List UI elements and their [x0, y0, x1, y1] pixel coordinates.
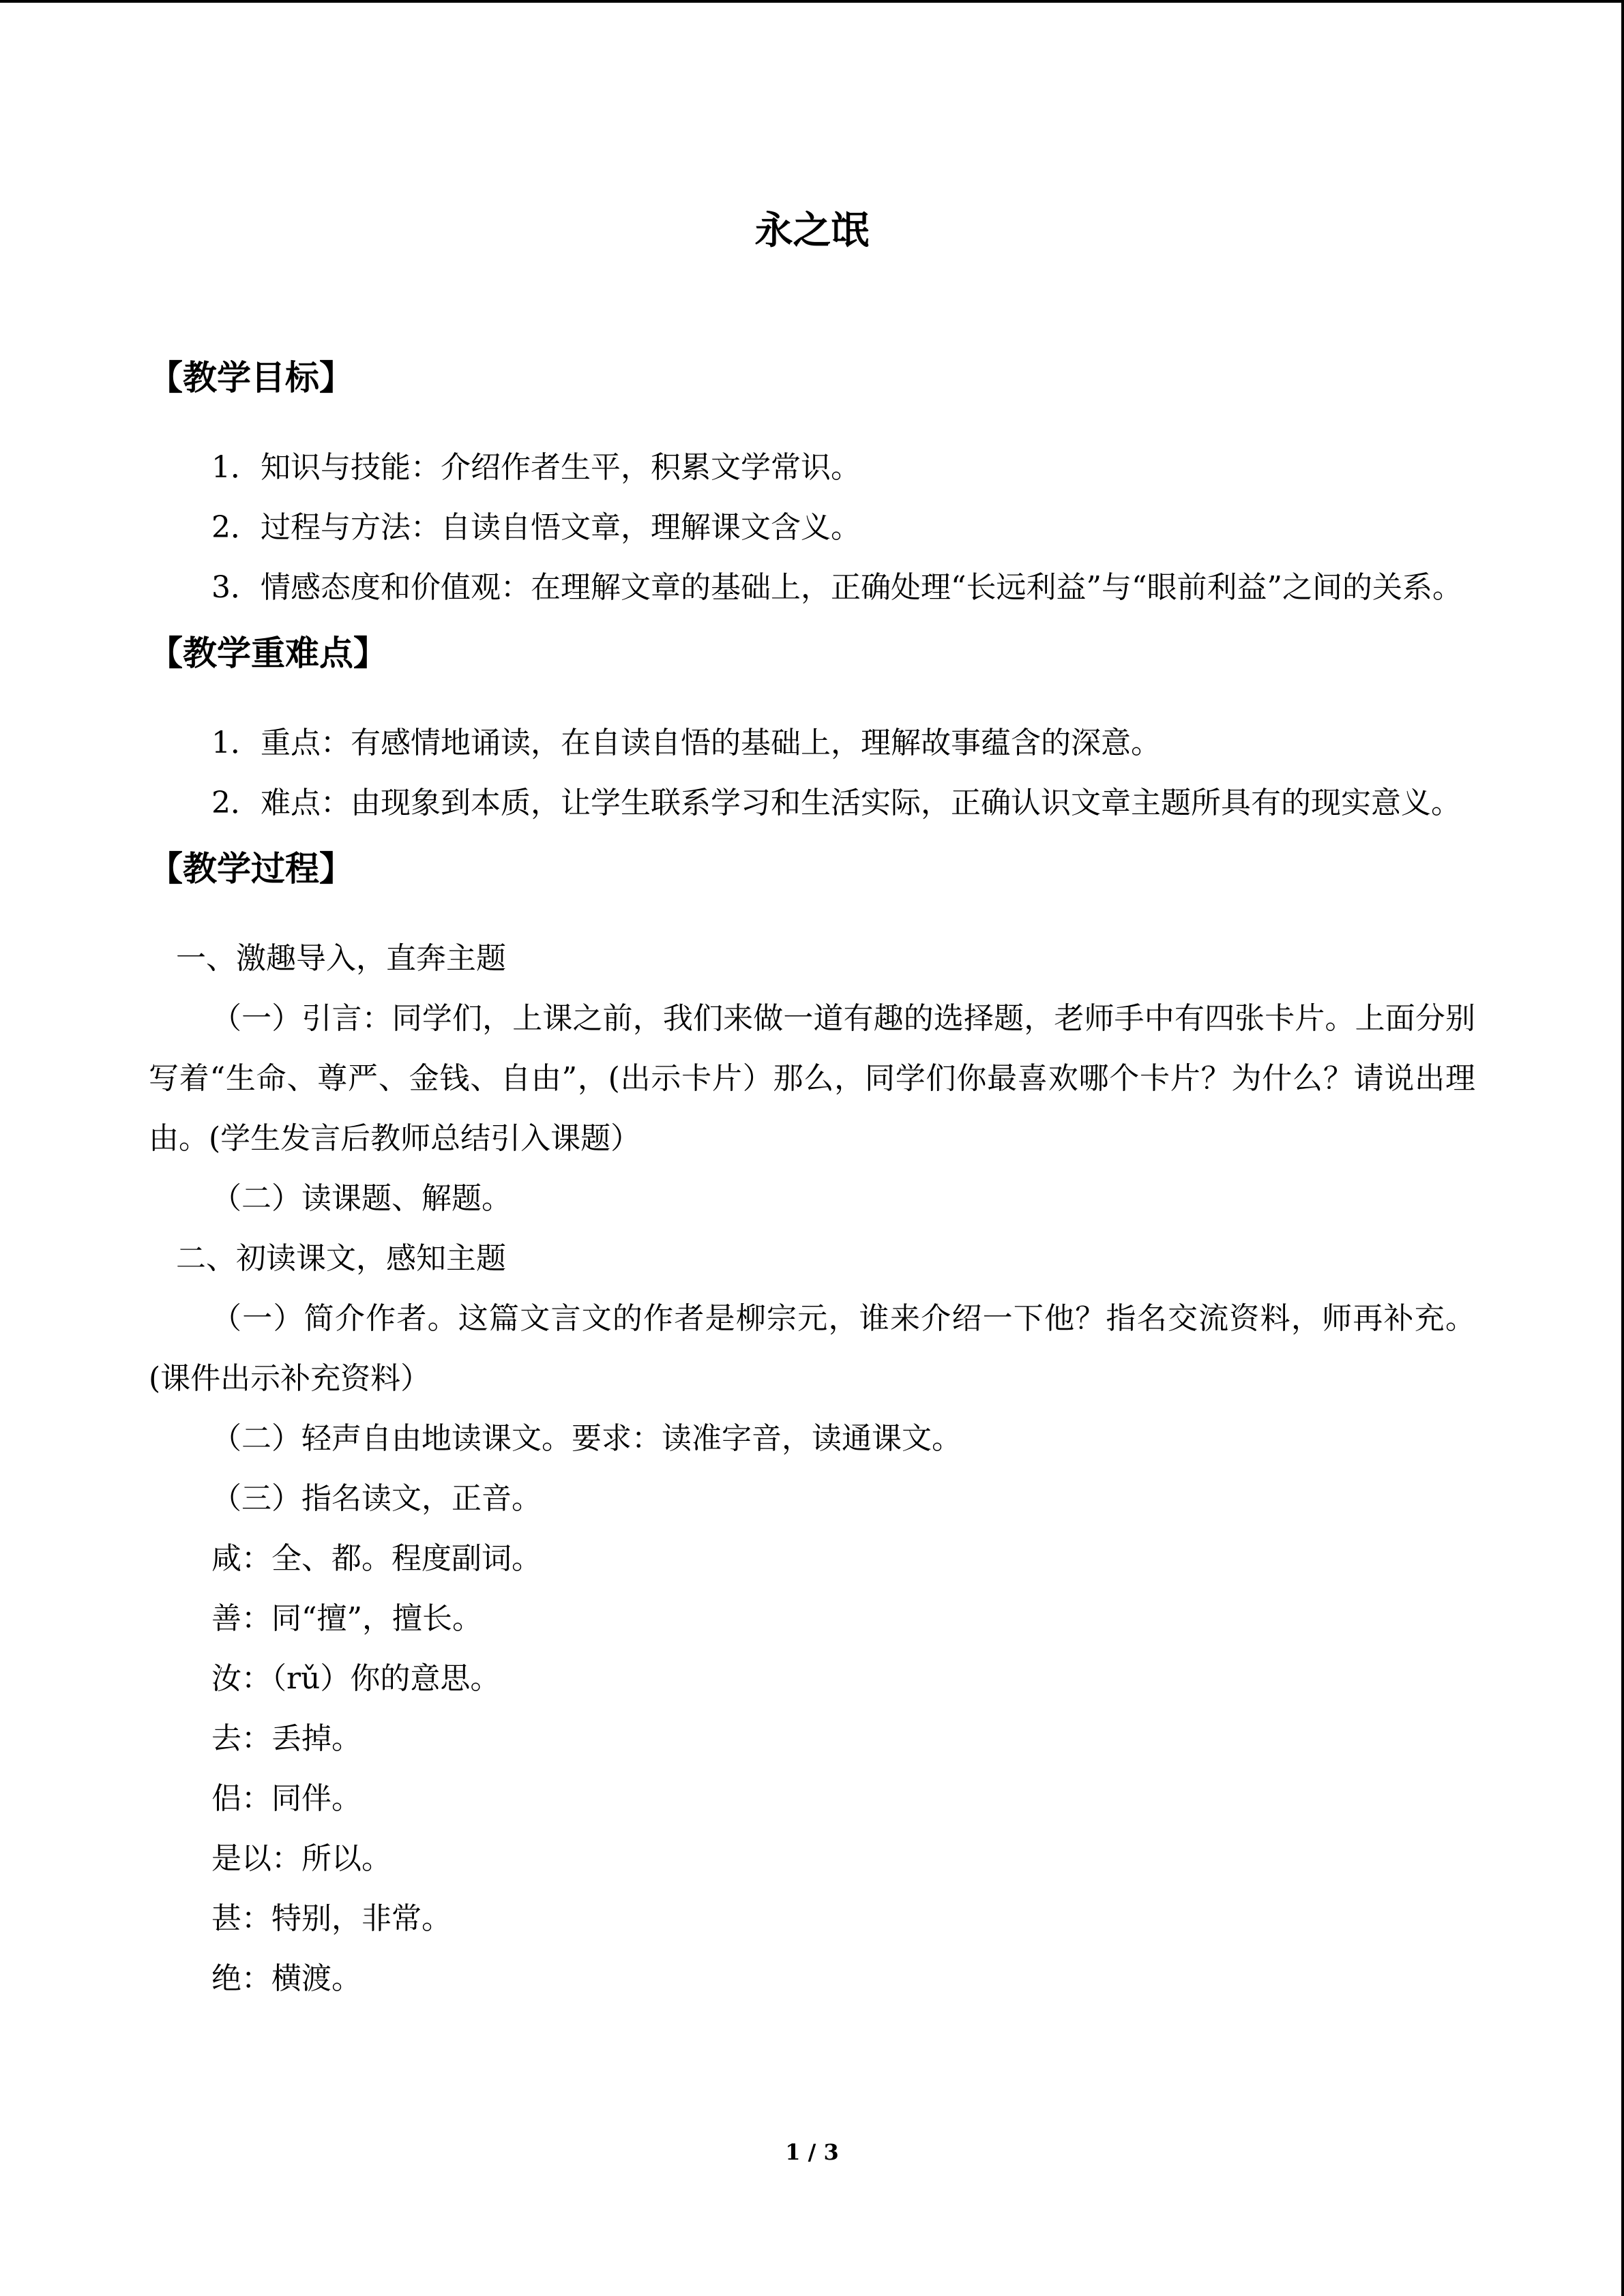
document-title: 永之氓: [754, 209, 870, 253]
vocab-item: 侣：同伴。: [211, 1781, 361, 1816]
process-part2-item-1: （一）简介作者。这篇文言文的作者是柳宗元，谁来介绍一下他？指名交流资料，师再补充。(课件出示补充资料）: [149, 1301, 1475, 1396]
heading-key-points: 【教学重难点】: [149, 633, 387, 673]
objective-item-2: 2．过程与方法：自读自悟文章，理解课文含义。: [211, 510, 861, 545]
key-point-item-1: 1．重点：有感情地诵读，在自读自悟的基础上，理解故事蕴含的深意。: [211, 726, 1161, 760]
heading-objectives: 【教学目标】: [149, 358, 353, 398]
vocab-item: 绝：横渡。: [211, 1961, 361, 1996]
objective-item-3: 3．情感态度和价值观：在理解文章的基础上，正确处理“长远利益”与“眼前利益”之间的关系。: [211, 570, 1462, 605]
process-part2-item-3: （三）指名读文，正音。: [211, 1481, 542, 1516]
heading-process: 【教学过程】: [149, 849, 353, 889]
key-point-item-2: 2．难点：由现象到本质，让学生联系学习和生活实际，正确认识文章主题所具有的现实意义。: [211, 786, 1461, 820]
vocab-item: 善：同“擅”，擅长。: [211, 1601, 482, 1636]
vocab-item: 去：丢掉。: [211, 1721, 361, 1756]
process-part2-item-2: （二）轻声自由地读课文。要求：读准字音，读通课文。: [211, 1421, 962, 1456]
page-number: 1 / 3: [785, 2139, 839, 2165]
document-body: [149, 344, 1475, 2009]
objective-item-1: 1．知识与技能：介绍作者生平，积累文学常识。: [211, 450, 861, 485]
process-part2-title: 二、初读课文，感知主题: [176, 1241, 506, 1276]
vocab-item: 是以：所以。: [211, 1841, 392, 1876]
vocab-item: 咸：全、都。程度副词。: [211, 1541, 542, 1576]
process-part1-item-2: （二）读课题、解题。: [211, 1181, 512, 1216]
process-part1-item-1: （一）引言：同学们，上课之前，我们来做一道有趣的选择题，老师手中有四张卡片。上面分别写着“生命、尊严、金钱、自由”，(出示卡片）那么，同学们你最喜欢哪个卡片？为什么？请说出理由。(学生发言后教师总结引入课题）: [149, 1001, 1475, 1156]
vocab-item: 甚：特别，非常。: [211, 1901, 452, 1936]
vocab-item: 汝：（rǔ）你的意思。: [211, 1661, 501, 1696]
process-part1-title: 一、激趣导入，直奔主题: [176, 941, 506, 976]
